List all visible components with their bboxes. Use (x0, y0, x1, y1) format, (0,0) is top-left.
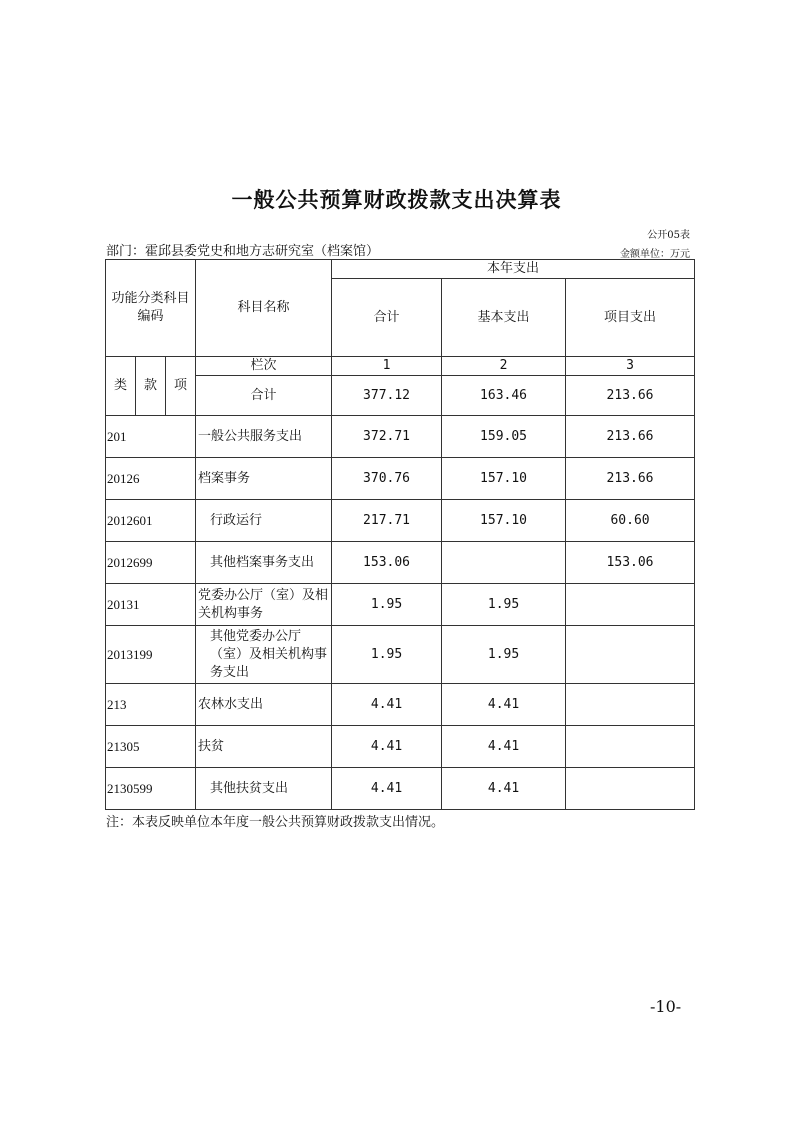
table-row (106, 726, 695, 768)
form-number: 公开05表 (647, 230, 690, 241)
row-name: 其他党委办公厅（室）及相关机构事务支出 (196, 626, 332, 684)
row-code: 2013199 (106, 626, 196, 684)
row-project (566, 684, 695, 726)
table-row (106, 768, 695, 810)
total-row-basic: 163.46 (442, 376, 566, 416)
row-basic: 4.41 (442, 684, 566, 726)
row-code: 2130599 (106, 768, 196, 810)
row-code: 213 (106, 684, 196, 726)
row-name: 其他扶贫支出 (196, 768, 332, 810)
row-project: 213.66 (566, 416, 695, 458)
header-func-code: 功能分类科目编码 (106, 260, 196, 357)
row-project: 153.06 (566, 542, 695, 584)
table-row (106, 500, 695, 542)
header-kuan: 款 (136, 357, 166, 416)
row-basic (442, 542, 566, 584)
table-row (106, 458, 695, 500)
row-name: 扶贫 (196, 726, 332, 768)
total-row-total: 377.12 (332, 376, 442, 416)
total-row-label: 合计 (196, 376, 332, 416)
row-basic: 4.41 (442, 726, 566, 768)
row-code: 2012699 (106, 542, 196, 584)
row-basic: 4.41 (442, 768, 566, 810)
row-name: 其他档案事务支出 (196, 542, 332, 584)
header-col3: 3 (566, 357, 695, 376)
row-name: 行政运行 (196, 500, 332, 542)
row-total: 372.71 (332, 416, 442, 458)
header-subject-name: 科目名称 (196, 260, 332, 357)
table-row (106, 584, 695, 626)
total-row-project: 213.66 (566, 376, 695, 416)
page-number: -10- (650, 997, 682, 1016)
row-name: 一般公共服务支出 (196, 416, 332, 458)
row-basic: 157.10 (442, 458, 566, 500)
row-name: 党委办公厅（室）及相关机构事务 (196, 584, 332, 626)
department-label: 部门：霍邱县委党史和地方志研究室（档案馆） (106, 244, 380, 259)
table-row (106, 542, 695, 584)
row-code: 201 (106, 416, 196, 458)
row-total: 1.95 (332, 584, 442, 626)
table-row (106, 626, 695, 684)
row-total: 4.41 (332, 768, 442, 810)
row-project (566, 768, 695, 810)
row-code: 21305 (106, 726, 196, 768)
header-col2: 2 (442, 357, 566, 376)
row-basic: 1.95 (442, 584, 566, 626)
row-basic: 1.95 (442, 626, 566, 684)
row-total: 4.41 (332, 726, 442, 768)
row-total: 4.41 (332, 684, 442, 726)
table-row (106, 416, 695, 458)
header-total: 合计 (332, 279, 442, 357)
row-name: 档案事务 (196, 458, 332, 500)
expenditure-table (105, 259, 695, 810)
row-name: 农林水支出 (196, 684, 332, 726)
row-total: 153.06 (332, 542, 442, 584)
header-current-year: 本年支出 (332, 260, 695, 279)
row-code: 20126 (106, 458, 196, 500)
header-project: 项目支出 (566, 279, 695, 357)
row-project (566, 584, 695, 626)
table-note: 注：本表反映单位本年度一般公共预算财政拨款支出情况。 (106, 815, 445, 830)
header-col1: 1 (332, 357, 442, 376)
page-title: 一般公共预算财政拨款支出决算表 (231, 188, 562, 212)
row-project: 60.60 (566, 500, 695, 542)
header-lei: 类 (106, 357, 136, 416)
row-basic: 159.05 (442, 416, 566, 458)
row-project: 213.66 (566, 458, 695, 500)
row-total: 217.71 (332, 500, 442, 542)
row-project (566, 726, 695, 768)
row-total: 1.95 (332, 626, 442, 684)
row-project (566, 626, 695, 684)
unit-label: 金额单位：万元 (620, 249, 690, 260)
row-basic: 157.10 (442, 500, 566, 542)
table-row (106, 684, 695, 726)
row-total: 370.76 (332, 458, 442, 500)
header-basic: 基本支出 (442, 279, 566, 357)
header-column-no: 栏次 (196, 357, 332, 376)
row-code: 2012601 (106, 500, 196, 542)
header-xiang: 项 (166, 357, 196, 416)
row-code: 20131 (106, 584, 196, 626)
